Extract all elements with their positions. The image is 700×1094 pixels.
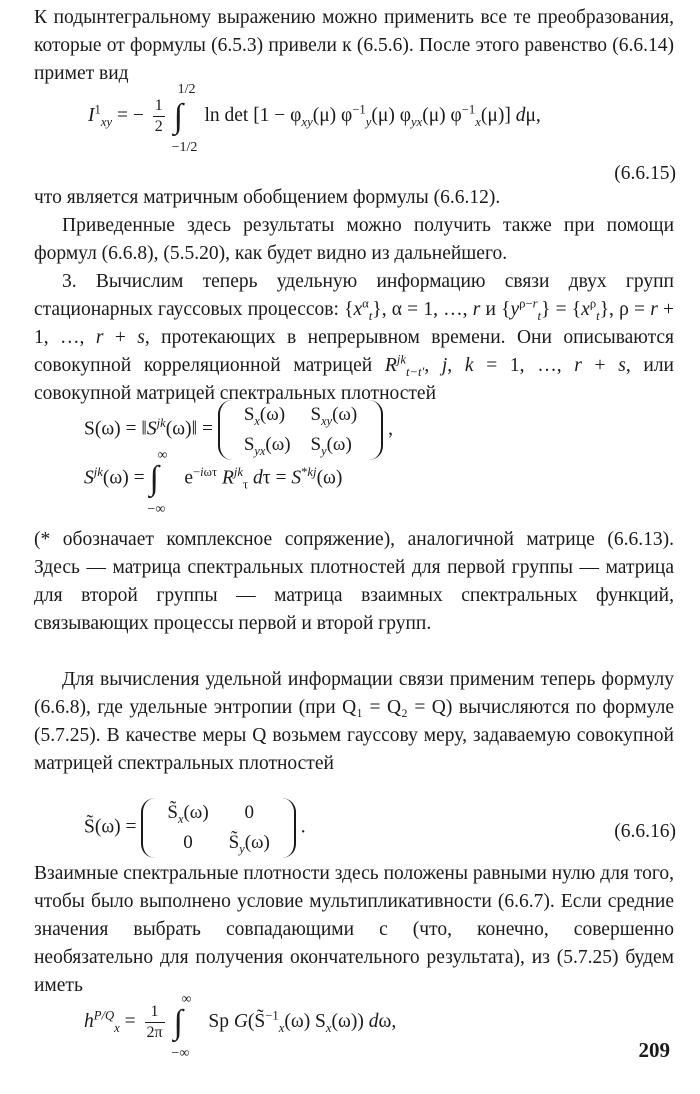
- equation-spectral-integral: $S^{jk}(\omega)$ = ∞ ∫ −∞ $e^{-i\omega\tau}$ $R^{jk}_\tau$ $d\tau = S^{*kj}(\omega)$: [84, 448, 343, 517]
- equation-spectral-matrix: $S(\omega) = ‖S^{jk}(\omega)‖$ = $S_x(\omega)$ $S_{xy}(\omega)$ $S_{yx}(\omega)$ $S_y(\omega)$ ,: [84, 400, 393, 460]
- equation-6-6-15: $I^1_{xy}$ = − $\frac{1}{2}$ 1/2 ∫ −1/2 $\ln \det [1 - \varphi_{xy}(\mu)$ $\varphi^{-1}_y(\mu)$ $\varphi_{yx}(\mu)$ $\varphi^{-1}_x(\mu)$] dμ,: [88, 81, 541, 155]
- paragraph-specific-information: Для вычисления удельной информации связи применим теперь формулу (6.6.8), где удельные энтропии (при Q₁ = Q₂ = Q) вычисляются по формуле (5.7.25). В качестве меры Q возьмем гауссову меру, задаваемую совокупной матрицей спектральных плотностей: [34, 669, 674, 774]
- paragraph-conjugation: (* обозначает комплексное сопряжение), аналогичной матрице (6.6.13). Здесь — матрица спектральных плотностей для первой группы — матрица для второй группы — матрица взаимных спектральных функций, связывающих процессы первой и второй групп.: [34, 529, 674, 634]
- paragraph-results: Приведенные здесь результаты можно получить также при помощи формул (6.6.8), (5.5.20), как будет видно из дальнейшего.: [34, 215, 674, 264]
- paragraph-cross-spectral: Взаимные спектральные плотности здесь положены равными нулю для того, чтобы было выполнено условие мультипликативности (6.6.7). Если средние значения выбрать совпадающими с (что, конечно, совершенно необязательно для получения окончательного результата), из (5.7.25) будем иметь: [34, 863, 674, 996]
- paragraph-intro: К подынтегральному выражению можно применить все те преобразования, которые от формулы (6.5.3) привели к (6.5.6). После этого равенство (6.6.14) примет вид: [34, 7, 674, 84]
- equation-6-6-16: S̃(ω) = $S̃_x(\omega)$ 0 0 $S̃_y(\omega)$ .: [84, 798, 306, 858]
- equation-number-6-6-16: (6.6.16): [614, 821, 676, 842]
- paragraph-gaussian-processes: 3. Вычислим теперь удельную информацию связи двух групп стационарных гауссовых процессов: $\{x^\alpha_t\}$, α = 1, …, r и $\{y^{\rho-r}_t\} = \{x^\rho_t\}$, ρ = r + 1, …, r + s, протекающих в непрерывном времени. Они описываются совокупной корреляционной матрицей $R^{jk}_{t-t'}$, j, k = 1, …, r + s, или совокупной матрицей спектральных плотностей: [34, 271, 675, 404]
- paragraph-generalization: что является матричным обобщением формулы (6.6.12).: [34, 187, 501, 208]
- equation-entropy: $h^{P/Q}_x$ = $\frac{1}{2\pi}$ ∞ ∫ −∞ Sp G(S̃$^{-1}_x$(ω) $S_x(\omega)$) dω,: [84, 991, 397, 1061]
- page-number: 209: [638, 1038, 670, 1062]
- equation-number-6-6-15: (6.6.15): [614, 163, 676, 184]
